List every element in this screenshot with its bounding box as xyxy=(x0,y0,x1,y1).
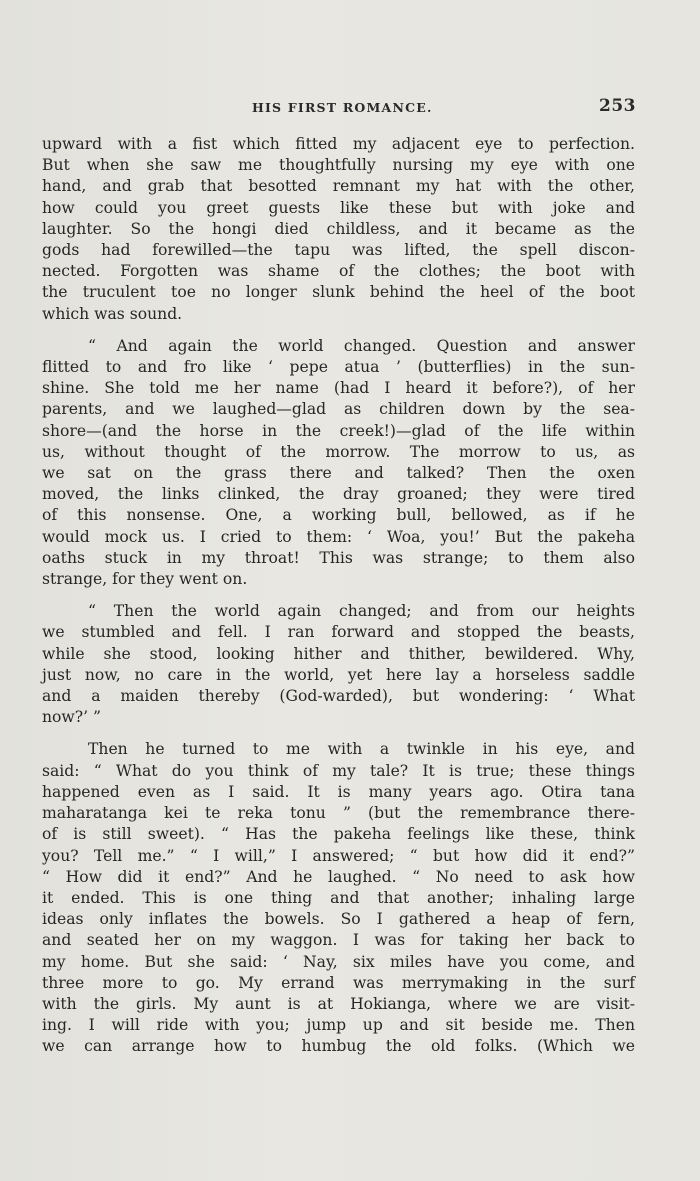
text-line: just now, no care in the world, yet here lay a horseless saddle xyxy=(42,665,635,684)
page-header xyxy=(42,96,636,122)
text-line: the truculent toe no longer slunk behind the heel of the boot xyxy=(42,283,635,302)
text-line: how could you greet guests like these but with joke and xyxy=(42,198,635,217)
text-line: would mock us. I cried to them: ‘ Woa, you!’ But the pakeha xyxy=(42,527,635,546)
running-head: HIS FIRST ROMANCE. xyxy=(252,100,433,115)
text-line: hand, and grab that besotted remnant my hat with the other, xyxy=(42,177,635,196)
paragraph-2 xyxy=(42,336,635,590)
text-line: us, without thought of the morrow. The morrow to us, as xyxy=(42,442,635,461)
text-line: “ Then the world again changed; and from our heights xyxy=(88,602,635,621)
text-line: But when she saw me thoughtfully nursing my eye with one xyxy=(42,156,635,175)
text-line: it ended. This is one thing and that another; inhaling large xyxy=(42,888,635,907)
text-line: moved, the links clinked, the dray groaned; they were tired xyxy=(42,485,635,504)
text-line: three more to go. My errand was merrymaking in the surf xyxy=(42,973,635,992)
text-line: oaths stuck in my throat! This was strange; to them also xyxy=(42,548,635,567)
paragraph-1 xyxy=(42,134,635,325)
text-line: flitted to and fro like ‘ pepe atua ’ (butterflies) in the sun- xyxy=(42,358,635,377)
text-line: ing. I will ride with you; jump up and sit beside me. Then xyxy=(42,1016,635,1035)
text-line: while she stood, looking hither and thither, bewildered. Why, xyxy=(42,644,635,663)
text-line: nected. Forgotten was shame of the clothes; the boot with xyxy=(42,262,635,281)
text-line: parents, and we laughed—glad as children down by the sea- xyxy=(42,400,635,419)
text-line: of this nonsense. One, a working bull, bellowed, as if he xyxy=(42,506,635,525)
text-line: laughter. So the hongi died childless, and it became as the xyxy=(42,219,635,238)
paragraph-3 xyxy=(42,601,635,728)
text-line: we can arrange how to humbug the old folks. (Which we xyxy=(42,1037,635,1056)
text-line: strange, for they went on. xyxy=(42,570,248,589)
text-line: we stumbled and fell. I ran forward and stopped the beasts, xyxy=(42,623,635,642)
text-line: with the girls. My aunt is at Hokianga, where we are visit- xyxy=(42,994,635,1013)
text-line: maharatanga kei te reka tonu ” (but the remembrance there- xyxy=(42,804,635,823)
text-line: “ How did it end?” And he laughed. “ No need to ask how xyxy=(42,867,635,886)
text-line: you? Tell me.” “ I will,” I answered; “ but how did it end?” xyxy=(42,846,635,865)
text-line: of is still sweet). “ Has the pakeha feelings like these, think xyxy=(42,825,635,844)
text-line: shine. She told me her name (had I heard it before?), of her xyxy=(42,379,635,398)
text-line: ideas only inflates the bowels. So I gathered a heap of fern, xyxy=(42,910,635,929)
paragraph-4 xyxy=(42,739,635,1057)
text-line: Then he turned to me with a twinkle in his eye, and xyxy=(88,740,635,759)
body-text xyxy=(42,134,635,1058)
text-line: upward with a fist which fitted my adjacent eye to perfection. xyxy=(42,135,635,153)
text-line: gods had forewilled—the tapu was lifted, the spell discon- xyxy=(42,241,635,260)
text-line: said: “ What do you think of my tale? It is true; these things xyxy=(42,761,635,780)
text-line: and a maiden thereby (God-warded), but wondering: ‘ What xyxy=(42,687,635,706)
text-line: shore—(and the horse in the creek!)—glad of the life within xyxy=(42,421,635,440)
text-line: now?’ ” xyxy=(42,708,102,727)
text-line: my home. But she said: ‘ Nay, six miles have you come, and xyxy=(42,952,635,971)
text-line: happened even as I said. It is many years ago. Otira tana xyxy=(42,782,635,801)
text-line: “ And again the world changed. Question and answer xyxy=(88,336,635,355)
page-number: 253 xyxy=(599,96,636,116)
text-line: and seated her on my waggon. I was for taking her back to xyxy=(42,931,635,950)
text-line: we sat on the grass there and talked? Then the oxen xyxy=(42,464,635,483)
text-line: which was sound. xyxy=(42,304,183,323)
